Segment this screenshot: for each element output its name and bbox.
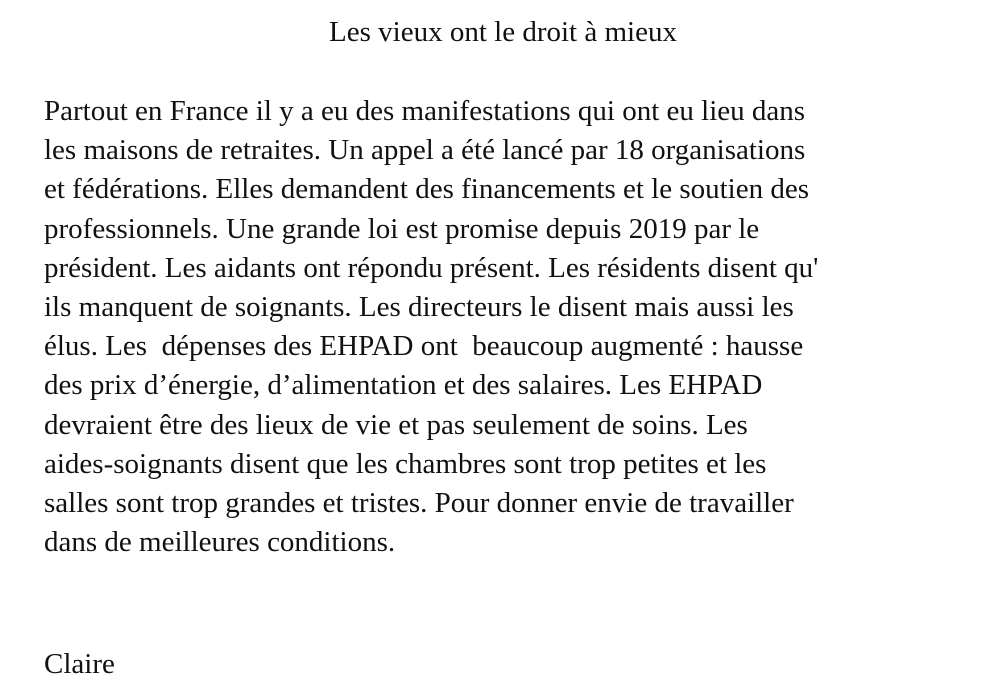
body-line: Partout en France il y a eu des manifestations qui ont eu lieu dans [44, 95, 806, 127]
body-line: les maisons de retraites. Un appel a été lancé par 18 organisations [44, 134, 806, 167]
body-line: professionnels. Une grande loi est promise depuis 2019 par le [44, 212, 760, 245]
body-line: président. Les aidants ont répondu présent. Les résidents disent qu' [44, 251, 819, 284]
body-line: ils manquent de soignants. Les directeurs le disent mais aussi les [44, 290, 794, 323]
body-line: élus. Les dépenses des EHPAD ont beaucoup augmenté : hausse [44, 330, 804, 363]
author-signature: Claire [44, 648, 115, 680]
body-line: dans de meilleures conditions. [44, 526, 396, 559]
body-line: aides-soignants disent que les chambres sont trop petites et les [44, 447, 767, 480]
body-line: salles sont trop grandes et tristes. Pour donner envie de travailler [44, 486, 794, 519]
body-line: devraient être des lieux de vie et pas seulement de soins. Les [44, 408, 748, 441]
body-line: des prix d’énergie, d’alimentation et des salaires. Les EHPAD [44, 369, 763, 402]
document-title: Les vieux ont le droit à mieux [329, 16, 677, 48]
body-line: et fédérations. Elles demandent des financements et le soutien des [44, 173, 810, 206]
document-body [44, 92, 974, 562]
